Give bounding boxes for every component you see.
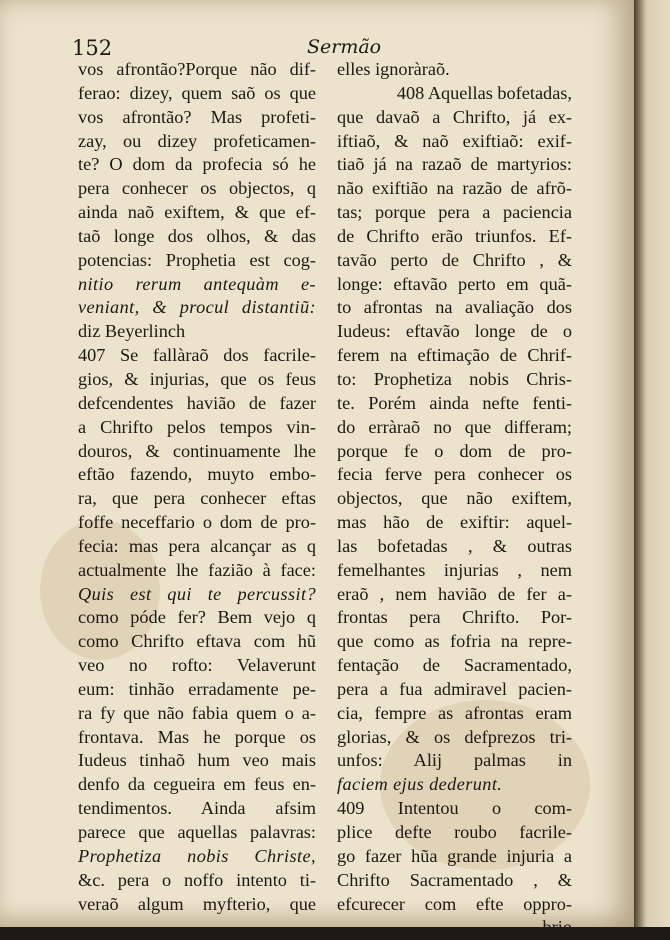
text-line: to afrontas na avaliação dos [337,297,572,318]
text-line: que davaõ a Chrifto, já ex- [337,106,572,127]
text-line: ra, que pera conhecer eftas [78,488,316,509]
text-line: femelhantes injurias , nem [337,559,572,580]
text-line: zay, ou dizey profeticamen- [78,130,316,151]
running-head: Sermão [307,36,382,58]
text-line: veniant, & procul distantiũ: [78,297,316,318]
text-line: ferem na eftimação de Chrif- [337,345,572,366]
text-line: ra fy que não fabia quem o a- [78,702,316,723]
text-line: tiaõ já na razaõ de martyrios: [337,154,572,175]
text-line: faciem ejus dederunt. [337,774,503,795]
text-line: veraõ algum myfterio, que [78,893,316,914]
text-line: do erràraõ no que differam; [337,416,572,437]
text-line: Iudeus: eftavão longe de o [337,321,572,342]
text-line: vos afrontão? Mas profeti- [78,106,316,127]
text-line: fentação de Sacramentado, [337,655,572,676]
text-line: go fazer hũa grande injuria a [337,845,572,866]
text-line: não exiftião na razão de afrõ- [337,178,572,199]
page-number: 152 [72,36,113,60]
text-line: fecia: mas pera alcançar as q [78,535,316,556]
text-line: como póde fer? Bem vejo q [78,607,316,628]
text-line: &c. pera o noffo intento ti- [78,869,316,890]
text-line: de Chrifto erão triunfos. Ef- [337,225,572,246]
text-line: mas hão de exiftir: aquel- [337,512,572,533]
text-line: Prophetiza nobis Christe, [78,845,316,866]
text-line: douros, & continuamente lhe [78,440,316,461]
text-line: cia, fempre as afrontas eram [337,702,572,723]
text-line: to: Prophetiza nobis Chris- [337,368,572,389]
text-line: 407 Se fallàraõ dos facrile- [78,345,316,366]
text-line: las bofetadas , & outras [337,535,572,556]
text-line: eum: tinhão erradamente pe- [78,678,316,699]
text-line: Quis est qui te percussit? [78,583,316,604]
text-line: unfos: Alij palmas in [337,750,572,771]
left-text-column [78,58,316,916]
text-line: denfo da ceguеira em feus en- [78,774,316,795]
right-text-column [337,58,572,940]
text-line: que como as fofria na repre- [337,631,572,652]
text-line: taõ longe dos olhos, & das [78,225,316,246]
text-line: longe: eftavão perto em quã- [337,273,572,294]
text-line: plice defte roubo facrile- [337,822,572,842]
text-line: veo no rofto: Velaverunt [78,655,316,676]
text-line: Iudeus tinhaõ hum veo mais [78,750,316,771]
text-line: pera a fua admiravel pacien- [337,678,572,699]
text-line: te? O dom da profecia só he [78,154,316,175]
text-line: fecia ferve pera conhecer os [337,464,572,485]
text-line: iftiaõ, & naõ exiftiaõ: exif- [337,130,572,151]
text-line: pera conhecer os objectos, q [78,178,316,199]
text-line: porque fe o dom de pro- [337,440,572,461]
text-line: efcurecer com efte oppro- [337,893,572,914]
text-line: glorias, & os defprezos tri- [337,726,572,747]
text-line: te. Porém ainda nefte fenti- [337,392,572,413]
text-line: diz Beyerlinch [78,321,186,342]
text-line: actualmente lhe fazião à face: [78,559,316,580]
text-line: 409 Intentou o com- [337,798,572,819]
text-line: foffe neceffario o dom de pro- [78,512,316,533]
text-line: a Chrifto pelos tempos vin- [78,416,316,437]
next-page-edge [634,0,670,927]
text-line: eftão fazendo, muyto embo- [78,464,316,485]
text-line: defcendentes havião de fazer [78,392,316,413]
text-line: eraõ , nem havião de fer a- [337,583,572,604]
text-line: tendimentos. Ainda afsim [78,798,316,819]
text-line: frontas pera Chrifto. Por- [337,607,572,628]
text-line: parece que aquellas palavras: [78,822,316,842]
text-line: gios, & injurias, que os feus [78,368,316,389]
text-line: potencias: Prophetia est cog- [78,249,316,270]
text-line: tas; porque pera a paciencia [337,202,572,223]
text-line: como Chrifto eftava com hũ [78,631,316,652]
text-line: brio [542,917,572,938]
text-line: nitio rerum antequàm e- [78,273,316,294]
text-line: elles ignoràraõ. [337,59,450,79]
text-line: Chrifto Sacramentado , & [337,869,572,890]
text-line: ferao: dizey, quem saõ os que [78,82,316,103]
text-line: objectos, que não exiftem, [337,488,572,509]
text-line: tavão perto de Chrifto , & [337,249,572,270]
text-line: ainda naõ exiftem, & que ef- [78,202,316,223]
text-line: vos afrontão?Porque não dif- [78,59,316,79]
text-line: 408 Aquellas bofetadas, [396,82,572,103]
text-line: frontava. Mas he porque os [78,726,316,747]
